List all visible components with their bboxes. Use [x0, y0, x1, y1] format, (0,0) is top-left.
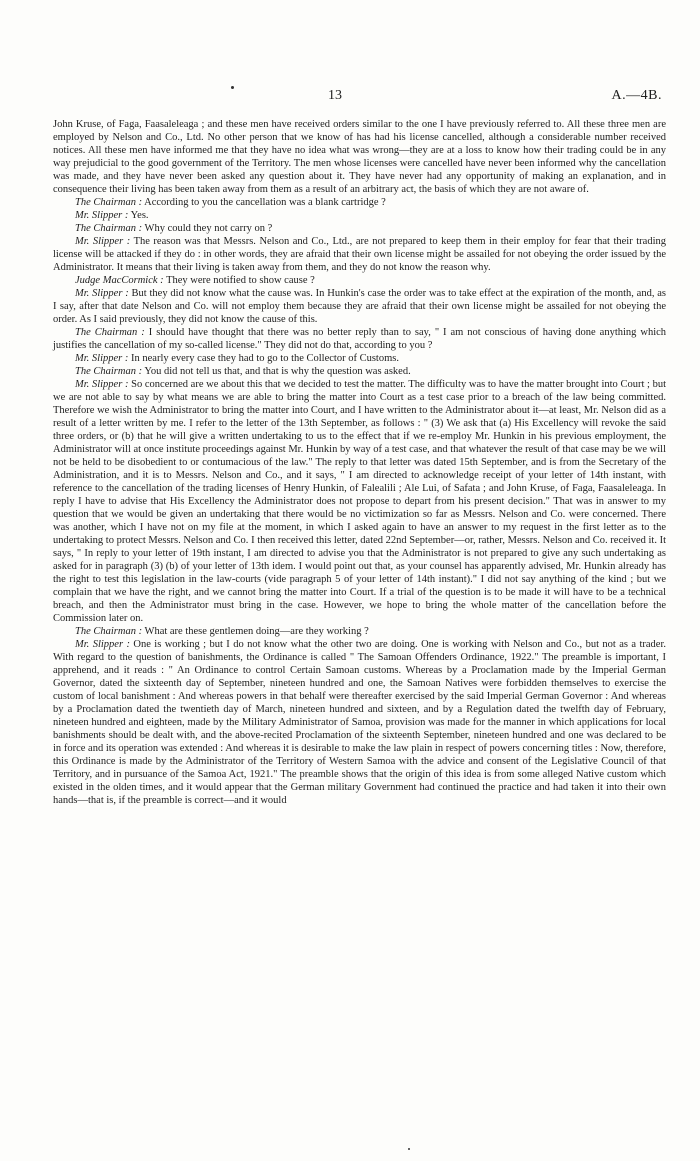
speaker-label: The Chairman : [75, 366, 143, 377]
paragraph [53, 638, 666, 807]
paragraph-text: So concerned are we about this that we decided to test the matter. The difficulty was to have the matter brought into Court ; but we are not able to say by what means we are able to bring the matter into Court as a test case prior to a breach of the law being committed. Therefore we wish the Administrator to bring the matter into Court, and I have written to the Administrator about it—at least, Mr. Nelson did as a result of a letter written by me. I refer to the letter of the 13th September, as follows : " (3) We ask that (a) His Excellency will revoke the said three orders, or (b) that he will give a written undertaking to us to the effect that if we re-employ Mr. Hunkin in his previous employment, the Administrator will at once institute proceedings against Mr. Hunkin by way of a test case, and that whatever the result of that case may be we will not be held to be disobedient to or contumacious of the law." The reply to that letter was dated 15th September, and is from the Secretary of the Administration, and it is to Messrs. Nelson and Co., and it says, " I am directed to acknowledge receipt of your letter of 14th instant, with reference to the cancellation of the trading licenses of Henry Hunkin, of Falealili ; Ale Lui, of Safata ; and John Kruse, of Faga, Faasaleleaga. In reply I have to advise that His Excellency the Administrator does not propose to depart from his present decision." That was in answer to my question that we would be given an undertaking that there would be no victimization so far as Messrs. Nelson and Co. were concerned. There was another, which I have not on my file at the moment, in which I asked again to have an answer to my request in the first letter as to the undertaking to protect Messrs. Nelson and Co. I then received this letter, dated 22nd September—or, rather, Messrs. Nelson and Co. received it. It says, " In reply to your letter of 19th instant, I am directed to advise you that the Administrator is not prepared to give any such undertaking as asked for in paragraph (3) (b) of your letter of 13th idem. I would point out that, as your counsel has apparently advised, Mr. Hunkin already has the right to test this legislation in the law-courts (vide paragraph 5 of your letter of 14th instant)." I did not say anything of the kind ; but we complain that we have the right, and we cannot bring the matter into Court. If a trial of the question is to be made it will have to be a technical breach, and then the Administrator must bring in the case. However, we hope to bring the whole matter of the cancellation before the Commission later on. [53, 379, 667, 624]
paragraph [53, 196, 666, 209]
paragraph-text: What are these gentlemen doing—are they working ? [144, 626, 369, 637]
paragraph [53, 118, 666, 196]
paragraph-text: You did not tell us that, and that is why the question was asked. [144, 366, 411, 377]
speaker-label: Mr. Slipper : [75, 236, 131, 247]
speaker-label: Judge MacCormick : [75, 275, 164, 286]
page-speck [408, 1148, 410, 1150]
paragraph-text: Yes. [130, 210, 149, 221]
document-body [53, 118, 666, 807]
speaker-label: Mr. Slipper : [75, 639, 130, 650]
paragraph-text: But they did not know what the cause was. In Hunkin's case the order was to take effect at the expiration of the month, and, as I say, after that date Nelson and Co. will not employ them because they are afraid that their own license might be assailed for not obeying the order. As I said previously, they did not know the cause of this. [53, 288, 667, 325]
speaker-label: The Chairman : [75, 626, 143, 637]
paragraph-text: They were notified to show cause ? [166, 275, 315, 286]
paragraph [53, 209, 666, 222]
document-reference: A.—4B. [611, 88, 662, 103]
paragraph [53, 378, 666, 625]
speaker-label: The Chairman : [75, 197, 143, 208]
paragraph-text: The reason was that Messrs. Nelson and Co., Ltd., are not prepared to keep them in their employ for fear that their trading license will be attacked if they do : in other words, they are afraid that their own license might be assailed for not obeying the order issued by the Administrator. It means that their living is taken away from them, and they do not know the reason why. [53, 236, 666, 273]
page-number: 13 [328, 88, 342, 103]
speaker-label: Mr. Slipper : [75, 210, 129, 221]
paragraph-text: In nearly every case they had to go to the Collector of Customs. [131, 353, 399, 364]
paragraph [53, 287, 666, 326]
speaker-label: The Chairman : [75, 223, 143, 234]
paragraph [53, 352, 666, 365]
paragraph-text: Why could they not carry on ? [144, 223, 273, 234]
paragraph [53, 326, 666, 352]
paragraph-text: One is working ; but I do not know what the other two are doing. One is working with Nelson and Co., but not as a trader. With regard to the question of banishments, the Ordinance is called " The Samoan Offenders Ordinance, 1922." The preamble is important, I apprehend, and it reads : " An Ordinance to control Certain Samoan customs. Whereas by a Proclamation made by the Imperial German Governor, dated the sixteenth day of September, nineteen hundred and one, the Samoan Natives were forbidden themselves to exercise the custom of local banishment : And whereas powers in that behalf were thereafter exercised by the said Imperial German Governor : And whereas by a Proclamation dated the twentieth day of March, nineteen hundred and sixteen, and by a Regulation dated the twelfth day of February, nineteen hundred and eighteen, made by the Military Administrator of Samoa, provision was made for the manner in which applications for local banishments should be dealt with, and the above-recited Proclamation of the sixteenth September, nineteen hundred and one was declared to be in force and its operation was extended : And whereas it is desirable to make the law plain in respect of powers concerning titles : Now, therefore, this Ordinance is made by the Administrator of the Territory of Western Samoa with the advice and consent of the Legislative Council of that Territory, and in pursuance of the Samoa Act, 1921." The preamble shows that the origin of this idea is from some alleged Native custom which existed in the olden times, and it would appear that the German military Government had continued the practice and had taken it into their own hands—that is, if the preamble is correct—and it would [53, 639, 666, 806]
speaker-label: Mr. Slipper : [75, 379, 129, 390]
paragraph [53, 365, 666, 378]
speaker-label: Mr. Slipper : [75, 353, 129, 364]
paragraph-text: John Kruse, of Faga, Faasaleleaga ; and these men have received orders similar to the one I have previously referred to. All these three men are employed by Nelson and Co., Ltd. No other person that we know of has had his license cancelled, although a considerable number received notices. All these men have informed me that they have no idea what was wrong—they are at a loss to know how their trading could be in any way prejudicial to the good government of the Territory. The men whose licenses were cancelled have never been informed why the cancellation was made, and they have never been asked any question about it. They have never had any opportunity of making an explanation, and in consequence their living has been taken away from them as a result of an arbitrary act, the basis of which they are not aware of. [53, 119, 666, 195]
paragraph [53, 222, 666, 235]
paragraph-text: According to you the cancellation was a blank cartridge ? [144, 197, 386, 208]
speaker-label: Mr. Slipper : [75, 288, 129, 299]
paragraph [53, 274, 666, 287]
page-header [0, 88, 700, 108]
speaker-label: The Chairman : [75, 327, 145, 338]
paragraph-text: I should have thought that there was no better reply than to say, " I am not conscious of having done anything which justifies the cancellation of my so-called license." They did not do that, according to you ? [53, 327, 667, 351]
paragraph [53, 625, 666, 638]
paragraph [53, 235, 666, 274]
